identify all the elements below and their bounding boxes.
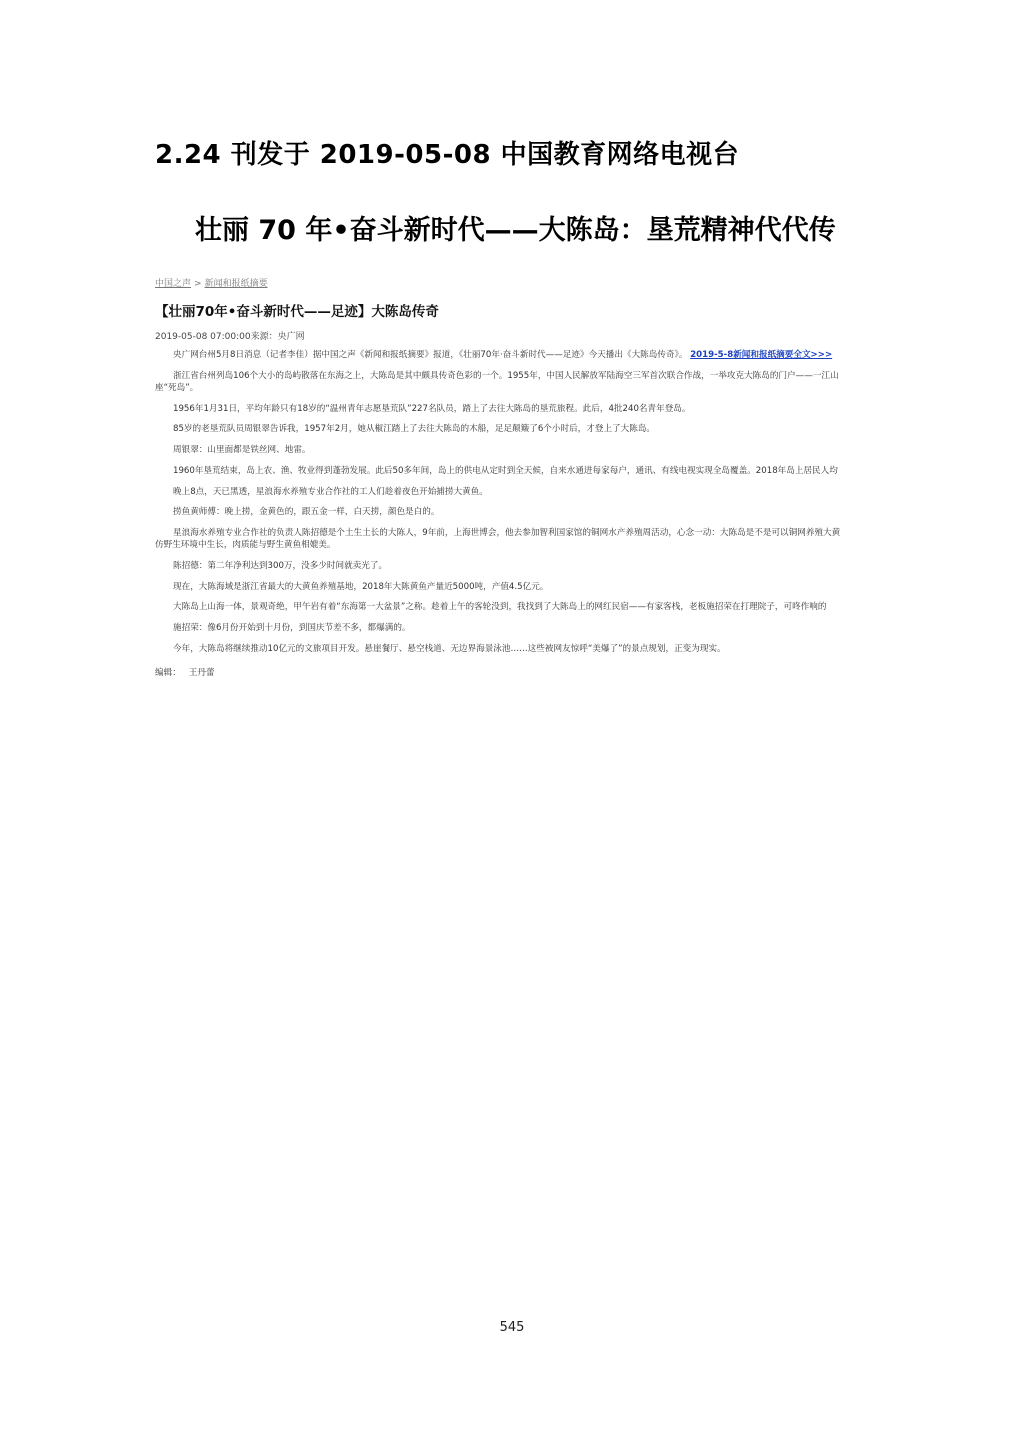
editor-name: 王丹蕾: [188, 668, 215, 678]
paragraph: 晚上8点，天已黑透，星浪海水养殖专业合作社的工人们趁着夜色开始捕捞大黄鱼。: [173, 487, 488, 497]
editor-credit: [155, 666, 215, 678]
paragraph-continuation: 仿野生环境中生长，肉质能与野生黄鱼相媲美。: [155, 540, 336, 550]
paragraph: 85岁的老垦荒队员周银翠告诉我，1957年2月，她从椒江踏上了去往大陈岛的木船，足足颠簸了6个小时后，才登上了大陈岛。: [173, 424, 656, 434]
paragraph: [173, 349, 868, 362]
breadcrumb-separator: >: [194, 279, 202, 289]
paragraph: 捞鱼黄师傅：晚上捞，金黄色的，跟五金一样，白天捞，颜色是白的。: [173, 507, 440, 517]
paragraph: 周银翠：山里面都是铁丝网、地雷。: [173, 445, 311, 455]
breadcrumb: [155, 276, 268, 289]
breadcrumb-item-section[interactable]: 新闻和报纸摘要: [204, 279, 268, 289]
paragraph: 星浪海水养殖专业合作社的负责人陈招德是个土生土长的大陈人，9年前，上海世博会，他去参加智利国家馆的铜网水产养殖周活动，心念一动：大陈岛是不是可以铜网养殖大黄: [173, 528, 841, 538]
article-screenshot: [155, 276, 868, 686]
paragraph-continuation: 座“死岛”。: [155, 383, 199, 393]
editor-label: 编辑：: [155, 668, 181, 678]
article-title: 【壮丽70年•奋斗新时代——足迹】大陈岛传奇: [155, 304, 439, 320]
paragraph-text: 央广网台州5月8日消息（记者李佳）据中国之声《新闻和报纸摘要》报道，《壮丽70年·奋斗新时代——足迹》今天播出《大陈岛传奇》。: [173, 350, 688, 360]
page-number: 545: [499, 1320, 525, 1335]
paragraph: 大陈岛上山海一体，景观奇绝，甲午岩有着“东海第一大盆景”之称。趁着上午的客轮没到，我找到了大陈岛上的网红民宿——有家客栈，老板施招荣在打理院子，可咚作响的: [173, 602, 827, 612]
paragraph: 1956年1月31日，平均年龄只有18岁的“温州青年志愿垦荒队”227名队员，踏上了去往大陈岛的垦荒旅程。此后，4批240名青年登岛。: [173, 404, 691, 414]
article-meta: 2019-05-08 07:00:00来源：央广网: [155, 332, 305, 342]
paragraph: 今年，大陈岛将继续推动10亿元的文旅项目开发。悬崖餐厅、悬空栈道、无边界海景泳池……这些被网友惊呼“美爆了”的景点规划，正变为现实。: [173, 644, 726, 654]
document-title: 壮丽 70 年•奋斗新时代——大陈岛：垦荒精神代代传: [195, 215, 836, 246]
full-text-link[interactable]: 2019-5-8新闻和报纸摘要全文>>>: [690, 350, 833, 360]
paragraph: 浙江省台州列岛106个大小的岛屿散落在东海之上，大陈岛是其中颇具传奇色彩的一个。1955年，中国人民解放军陆海空三军首次联合作战，一举攻克大陈岛的门户——一江山: [173, 371, 839, 381]
paragraph: 现在，大陈海域是浙江省最大的大黄鱼养殖基地，2018年大陈黄鱼产量近5000吨，产值4.5亿元。: [173, 582, 549, 592]
paragraph: 陈招德：第二年净利达到300万，没多少时间就卖光了。: [173, 561, 388, 571]
breadcrumb-item-home[interactable]: 中国之声: [155, 279, 192, 289]
paragraph: 1960年垦荒结束，岛上农、渔、牧业得到蓬勃发展。此后50多年间，岛上的供电从定时到全天候，自来水通进每家每户，通讯、有线电视实现全岛覆盖。2018年岛上居民人均: [173, 466, 838, 476]
paragraph: 施招荣：像6月份开始到十月份，到国庆节差不多，都爆满的。: [173, 623, 411, 633]
section-heading: 2.24 刊发于 2019-05-08 中国教育网络电视台: [155, 140, 740, 170]
